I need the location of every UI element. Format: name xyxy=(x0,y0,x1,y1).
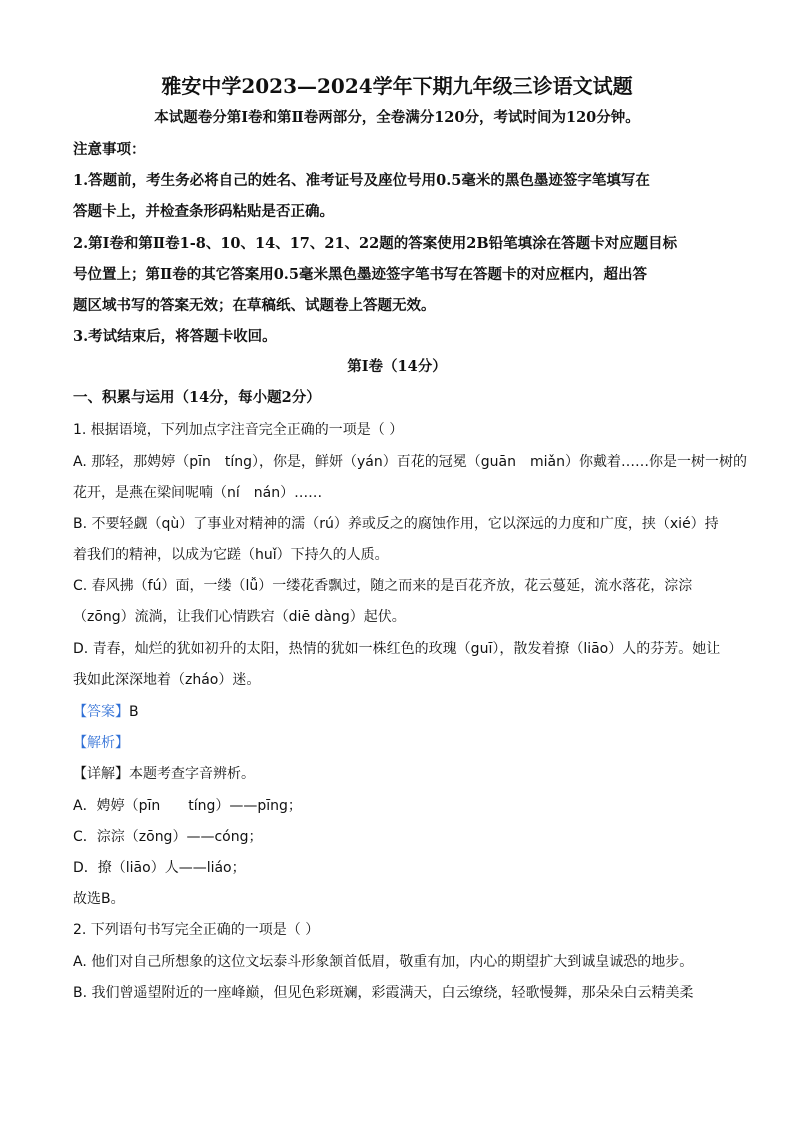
question-stem: 2. 下列语句书写完全正确的一项是（ ） xyxy=(73,922,320,938)
notice-line: 题区域书写的答案无效；在草稿纸、试题卷上答题无效。 xyxy=(73,297,436,314)
detail-line: C．淙淙（zōng）——cóng； xyxy=(73,829,263,845)
option-line: C. 春风拂（fú）面，一缕（lǚ）一缕花香飘过，随之而来的是百花齐放，花云蔓延，流水落花，淙淙 xyxy=(73,578,693,594)
question-stem: 1. 根据语境，下列加点字注音完全正确的一项是（ ） xyxy=(73,422,404,438)
notice-heading: 注意事项： xyxy=(73,141,146,158)
notice-line: 号位置上；第Ⅱ卷的其它答案用0.5毫米黑色墨迹签字笔书写在答题卡的对应框内，超出答 xyxy=(73,266,647,283)
option-line: 我如此深深地着（zháo）迷。 xyxy=(73,672,261,688)
option-line: 着我们的精神，以成为它蹉（huǐ）下持久的人质。 xyxy=(73,547,389,563)
analysis-label: 【解析】 xyxy=(73,735,129,751)
detail-line: D．撩（liāo）人——liáo； xyxy=(73,860,246,876)
notice-line: 答题卡上，并检查条形码粘贴是否正确。 xyxy=(73,203,334,220)
option-line: A. 他们对自己所想象的这位文坛泰斗形象颔首低眉，敬重有加，内心的期望扩大到诚皇诚恐的地步。 xyxy=(73,954,694,970)
answer-value: B xyxy=(129,704,139,720)
detail-line: 故选B。 xyxy=(73,891,125,907)
option-line: B. 不要轻觑（qù）了事业对精神的濡（rú）养或反之的腐蚀作用，它以深远的力度和广度，挟（xié）持 xyxy=(73,516,719,532)
option-line: 花开，是燕在梁间呢喃（ní nán）…… xyxy=(73,485,323,501)
answer-label: 【答案】 xyxy=(73,704,129,720)
page-title: 雅安中学2023—2024学年下期九年级三诊语文试题 xyxy=(161,74,633,98)
answer-row xyxy=(73,702,722,722)
option-line: B. 我们曾遥望附近的一座峰巅，但见色彩斑斓，彩霞满天，白云缭绕，轻歌慢舞，那朵朵白云精美柔 xyxy=(73,985,694,1001)
option-line: （zōng）流淌，让我们心情跌宕（diē dàng）起伏。 xyxy=(73,609,406,625)
notice-line: 2.第Ⅰ卷和第Ⅱ卷1-8、10、14、17、21、22题的答案使用2B铅笔填涂在答题卡对应题目标 xyxy=(73,235,678,252)
part-title: 一、积累与运用（14分，每小题2分） xyxy=(73,389,321,406)
option-line: A. 那轻，那娉婷（pīn tíng），你是，鲜妍（yán）百花的冠冕（guān miǎn）你戴着……你是一树一树的 xyxy=(73,454,747,470)
notice-line: 1.答题前，考生务必将自己的姓名、准考证号及座位号用0.5毫米的黑色墨迹签字笔填写在 xyxy=(73,172,650,189)
detail-line: A．娉婷（pīn tíng）——pīng； xyxy=(73,798,302,814)
analysis-row xyxy=(73,733,722,753)
notice-line: 3.考试结束后，将答题卡收回。 xyxy=(73,328,277,345)
option-line: D. 青春，灿烂的犹如初升的太阳，热情的犹如一株红色的玫瑰（guī），散发着撩（liāo）人的芬芳。她让 xyxy=(73,641,721,657)
detail-line: 【详解】本题考查字音辨析。 xyxy=(73,766,255,782)
exam-subtitle: 本试题卷分第Ⅰ卷和第Ⅱ卷两部分，全卷满分120分，考试时间为120分钟。 xyxy=(154,109,640,126)
section-title: 第Ⅰ卷（14分） xyxy=(347,358,447,375)
